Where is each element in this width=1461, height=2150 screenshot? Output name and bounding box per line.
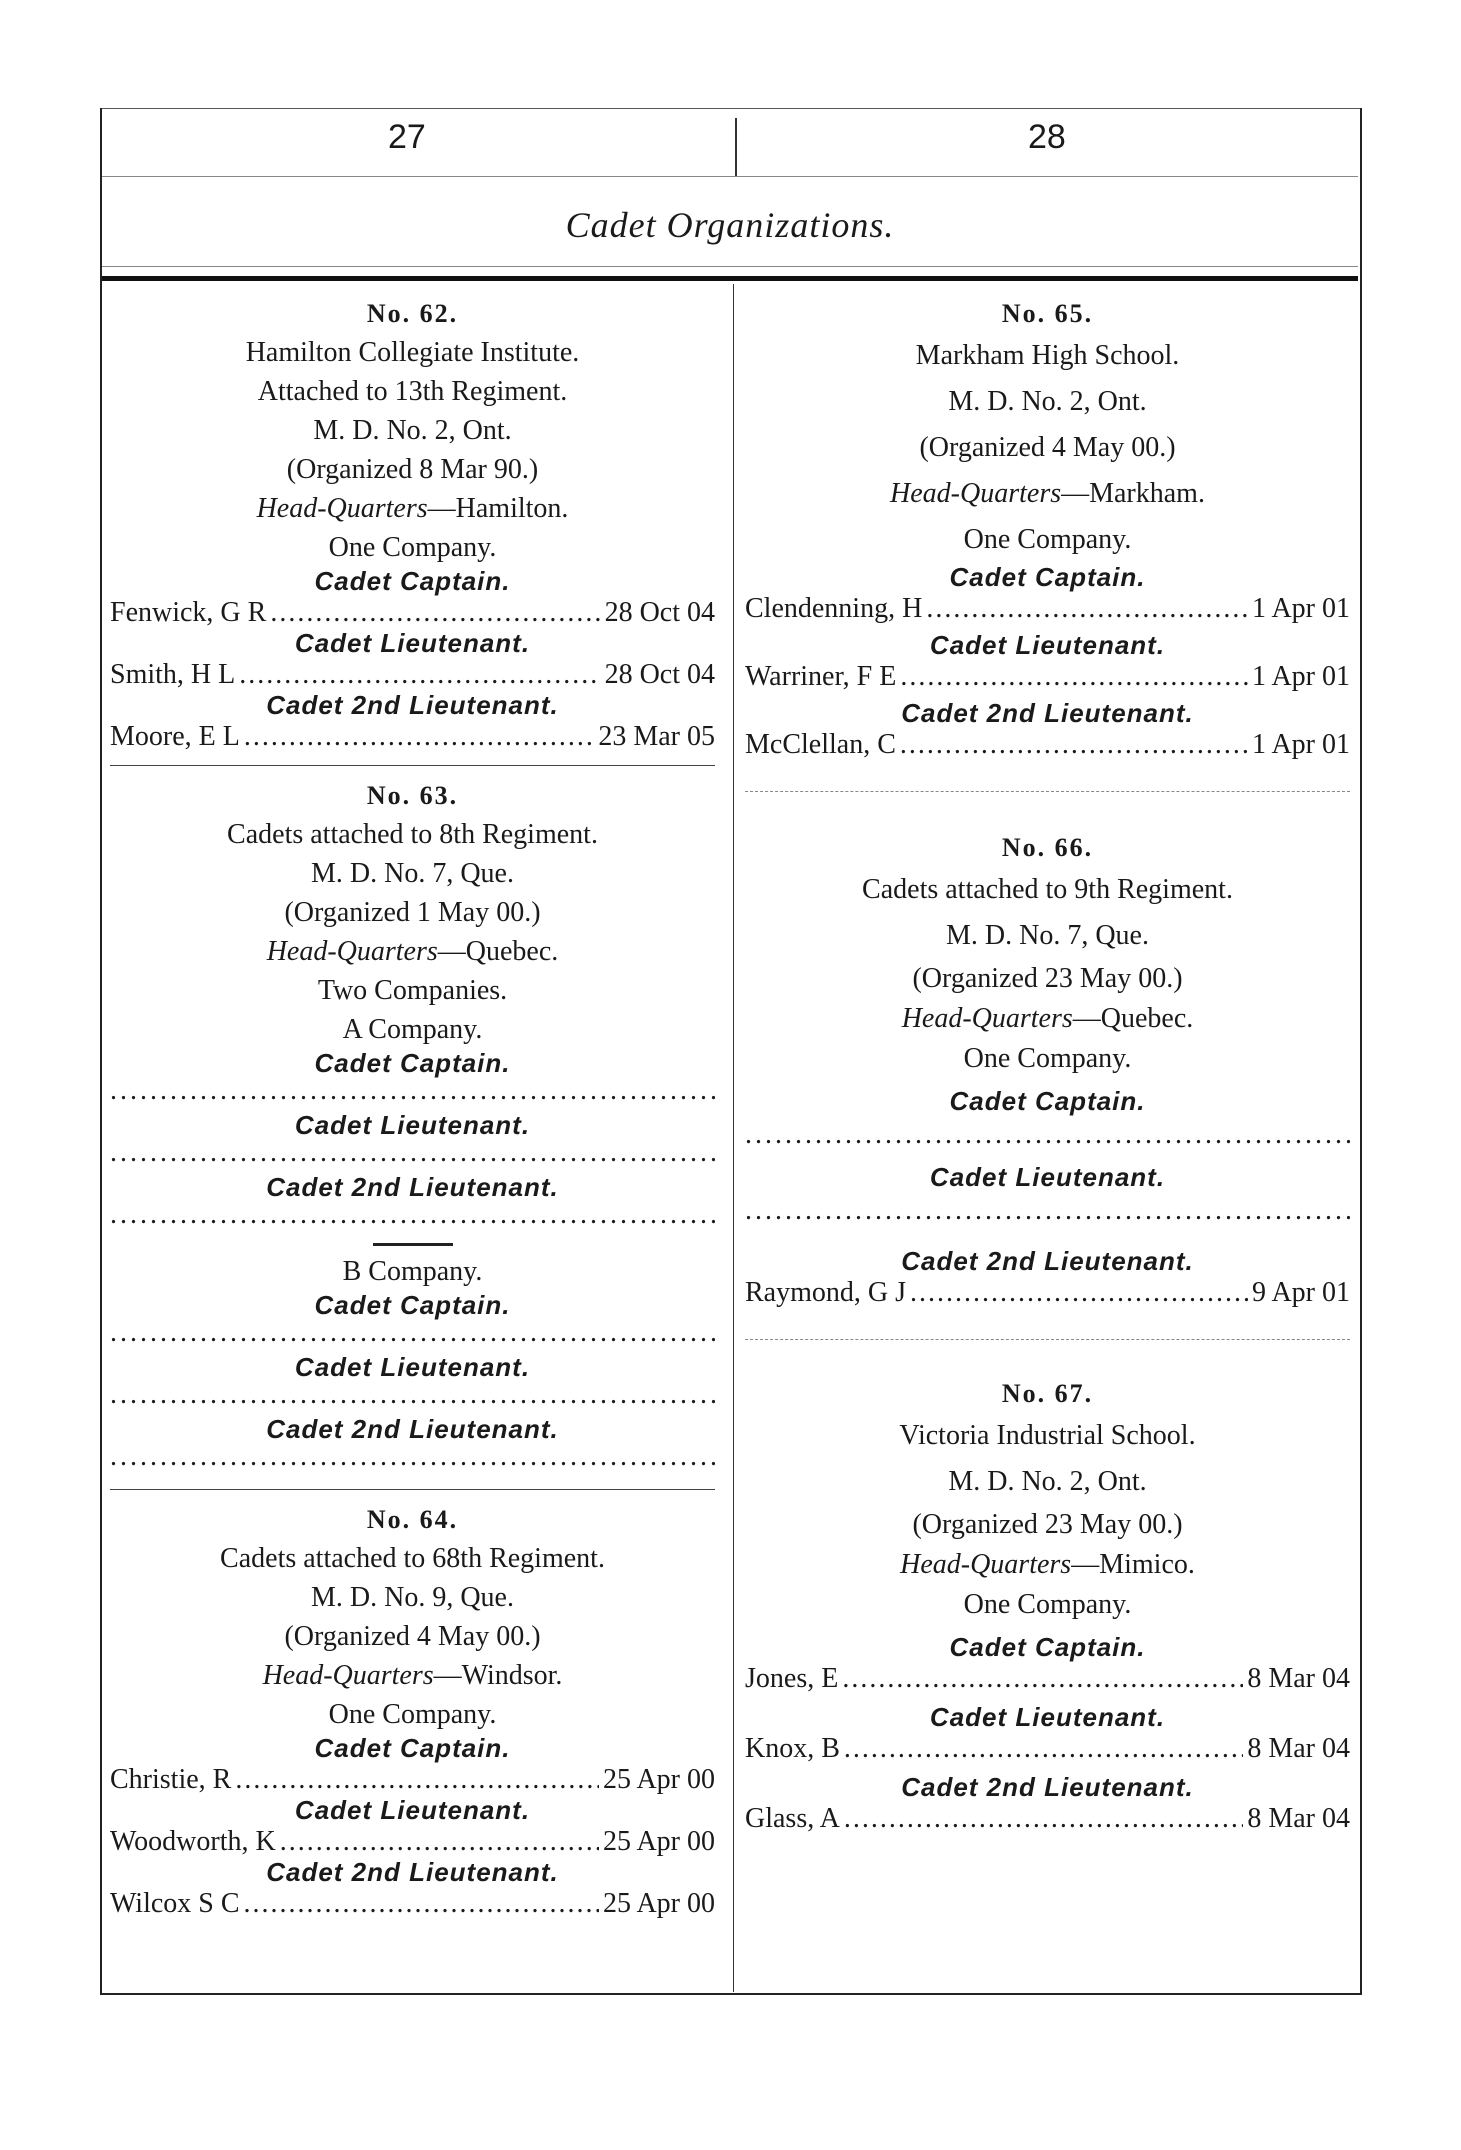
companies: Two Companies.	[317, 975, 508, 1006]
headquarters	[110, 1656, 715, 1695]
vacant-entry	[110, 1444, 715, 1477]
companies: One Company.	[963, 1043, 1132, 1074]
officer-entry	[110, 1825, 715, 1858]
officer-entry	[745, 1802, 1350, 1835]
page-number-right: 28	[1028, 118, 1066, 156]
company-divider	[373, 1243, 453, 1246]
page-number-divider	[735, 118, 737, 176]
officer-entry	[745, 592, 1350, 625]
hq-value: —Hamilton.	[427, 493, 569, 524]
org-line: M. D. No. 2, Ont.	[948, 386, 1147, 417]
rank-heading: Cadet Lieutenant.	[294, 1110, 531, 1140]
officer-date: 9 Apr 01	[1252, 1277, 1350, 1308]
headquarters	[110, 489, 715, 528]
officer-name: Smith, H L	[110, 659, 236, 690]
vacant-entry	[110, 1202, 715, 1235]
officer-date: 28 Oct 04	[604, 597, 715, 628]
org-line: M. D. No. 2, Ont.	[948, 1466, 1147, 1497]
headquarters	[745, 999, 1350, 1039]
section-divider	[745, 791, 1350, 792]
officer-name: Raymond, G J	[745, 1277, 906, 1308]
page-title: Cadet Organizations.	[565, 205, 895, 245]
hq-label: Head-Quarters	[262, 1660, 434, 1691]
officer-name: Clendenning, H	[745, 593, 923, 624]
rank-heading: Cadet Captain.	[949, 1086, 1146, 1116]
organization-63	[110, 776, 715, 1477]
companies: One Company.	[963, 1589, 1132, 1620]
rank-heading: Cadet 2nd Lieutenant.	[266, 1414, 559, 1444]
rank-heading: Cadet Lieutenant.	[929, 1162, 1166, 1192]
organization-67	[745, 1374, 1350, 1835]
rank-heading: Cadet Captain.	[314, 1733, 511, 1763]
officer-date: 8 Mar 04	[1247, 1663, 1350, 1694]
officer-entry	[745, 660, 1350, 693]
rank-heading: Cadet Captain.	[314, 1048, 511, 1078]
org-line: Markham High School.	[915, 340, 1180, 371]
rank-heading: Cadet 2nd Lieutenant.	[266, 1172, 559, 1202]
hq-value: —Quebec.	[1072, 1003, 1194, 1034]
org-line: M. D. No. 2, Ont.	[313, 415, 512, 446]
rank-heading: Cadet 2nd Lieutenant.	[901, 698, 1194, 728]
officer-name: Fenwick, G R	[110, 597, 267, 628]
org-number: No. 65.	[1001, 299, 1094, 328]
rank-heading: Cadet Lieutenant.	[929, 630, 1166, 660]
officer-entry	[745, 1732, 1350, 1765]
officer-date: 23 Mar 05	[598, 721, 715, 752]
org-line: (Organized 1 May 00.)	[284, 897, 541, 928]
officer-date: 1 Apr 01	[1252, 661, 1350, 692]
rank-heading: Cadet 2nd Lieutenant.	[901, 1772, 1194, 1802]
org-line: Cadets attached to 9th Regiment.	[862, 874, 1233, 905]
officer-date: 8 Mar 04	[1247, 1733, 1350, 1764]
officer-entry	[110, 720, 715, 753]
officer-name: Moore, E L	[110, 721, 240, 752]
hq-label: Head-Quarters	[901, 1003, 1073, 1034]
headquarters	[745, 1545, 1350, 1585]
org-number: No. 63.	[366, 781, 459, 810]
organization-62	[110, 294, 715, 753]
rank-heading: Cadet Lieutenant.	[294, 1352, 531, 1382]
rank-heading: Cadet Captain.	[949, 562, 1146, 592]
rank-heading: Cadet 2nd Lieutenant.	[266, 1857, 559, 1887]
officer-date: 8 Mar 04	[1247, 1803, 1350, 1834]
section-divider	[110, 1489, 715, 1490]
officer-date: 25 Apr 00	[603, 1826, 715, 1857]
header-rule-thin	[102, 266, 1358, 267]
header-rule	[102, 176, 1358, 177]
org-line: (Organized 4 May 00.)	[284, 1621, 541, 1652]
org-line: (Organized 4 May 00.)	[919, 432, 1176, 463]
left-column	[110, 280, 715, 1920]
hq-value: —Windsor.	[433, 1660, 563, 1691]
officer-entry	[110, 1887, 715, 1920]
vacant-entry	[110, 1382, 715, 1415]
org-line: Attached to 13th Regiment.	[257, 376, 568, 407]
officer-date: 28 Oct 04	[604, 659, 715, 690]
officer-entry	[745, 1662, 1350, 1695]
hq-label: Head-Quarters	[890, 478, 1062, 509]
org-line: (Organized 23 May 00.)	[912, 1509, 1183, 1540]
hq-label: Head-Quarters	[256, 493, 428, 524]
rank-heading: Cadet 2nd Lieutenant.	[901, 1246, 1194, 1276]
org-line: (Organized 8 Mar 90.)	[286, 454, 539, 485]
officer-entry	[110, 596, 715, 629]
org-line: M. D. No. 9, Que.	[311, 1582, 514, 1613]
hq-value: —Quebec.	[437, 936, 559, 967]
org-line: Victoria Industrial School.	[899, 1420, 1196, 1451]
rank-heading: Cadet Lieutenant.	[294, 1795, 531, 1825]
rank-heading: Cadet Lieutenant.	[294, 628, 531, 658]
vacant-entry	[745, 1122, 1350, 1155]
officer-date: 25 Apr 00	[603, 1764, 715, 1795]
hq-value: —Mimico.	[1071, 1549, 1195, 1580]
vacant-entry	[745, 1198, 1350, 1231]
column-divider	[733, 284, 734, 1992]
org-line: Cadets attached to 68th Regiment.	[220, 1543, 605, 1574]
org-number: No. 64.	[366, 1505, 459, 1534]
companies: One Company.	[328, 532, 497, 563]
officer-entry	[745, 728, 1350, 761]
vacant-entry	[110, 1320, 715, 1353]
officer-name: Warriner, F E	[745, 661, 897, 692]
page-number-left: 27	[388, 118, 426, 156]
organization-66	[745, 828, 1350, 1309]
org-number: No. 66.	[1001, 833, 1094, 862]
headquarters	[110, 932, 715, 971]
officer-name: Christie, R	[110, 1764, 232, 1795]
officer-entry	[745, 1276, 1350, 1309]
officer-entry	[110, 658, 715, 691]
section-divider	[745, 1339, 1350, 1340]
hq-value: —Markham.	[1061, 478, 1205, 509]
rank-heading: Cadet Captain.	[314, 1290, 511, 1320]
org-line: (Organized 23 May 00.)	[912, 963, 1183, 994]
organization-64	[110, 1500, 715, 1920]
officer-name: Wilcox S C	[110, 1888, 240, 1919]
headquarters	[745, 471, 1350, 517]
vacant-entry	[110, 1140, 715, 1173]
org-line: Hamilton Collegiate Institute.	[245, 337, 580, 368]
officer-entry	[110, 1763, 715, 1796]
rank-heading: Cadet 2nd Lieutenant.	[266, 690, 559, 720]
company-name: B Company.	[342, 1256, 483, 1287]
company-name: A Company.	[342, 1014, 483, 1045]
org-number: No. 62.	[366, 299, 459, 328]
officer-name: Woodworth, K	[110, 1826, 276, 1857]
vacant-entry	[110, 1078, 715, 1111]
companies: One Company.	[328, 1699, 497, 1730]
officer-name: McClellan, C	[745, 729, 896, 760]
org-line: Cadets attached to 8th Regiment.	[227, 819, 598, 850]
officer-date: 25 Apr 00	[603, 1888, 715, 1919]
org-line: M. D. No. 7, Que.	[311, 858, 514, 889]
section-divider	[110, 765, 715, 766]
hq-label: Head-Quarters	[900, 1549, 1072, 1580]
organization-65	[745, 294, 1350, 761]
rank-heading: Cadet Lieutenant.	[929, 1702, 1166, 1732]
companies: One Company.	[963, 524, 1132, 555]
right-column	[745, 280, 1350, 1835]
org-number: No. 67.	[1001, 1379, 1094, 1408]
hq-label: Head-Quarters	[266, 936, 438, 967]
rank-heading: Cadet Captain.	[949, 1632, 1146, 1662]
org-line: M. D. No. 7, Que.	[946, 920, 1149, 951]
officer-date: 1 Apr 01	[1252, 729, 1350, 760]
rank-heading: Cadet Captain.	[314, 566, 511, 596]
officer-date: 1 Apr 01	[1252, 593, 1350, 624]
officer-name: Glass, A	[745, 1803, 840, 1834]
officer-name: Jones, E	[745, 1663, 839, 1694]
officer-name: Knox, B	[745, 1733, 840, 1764]
